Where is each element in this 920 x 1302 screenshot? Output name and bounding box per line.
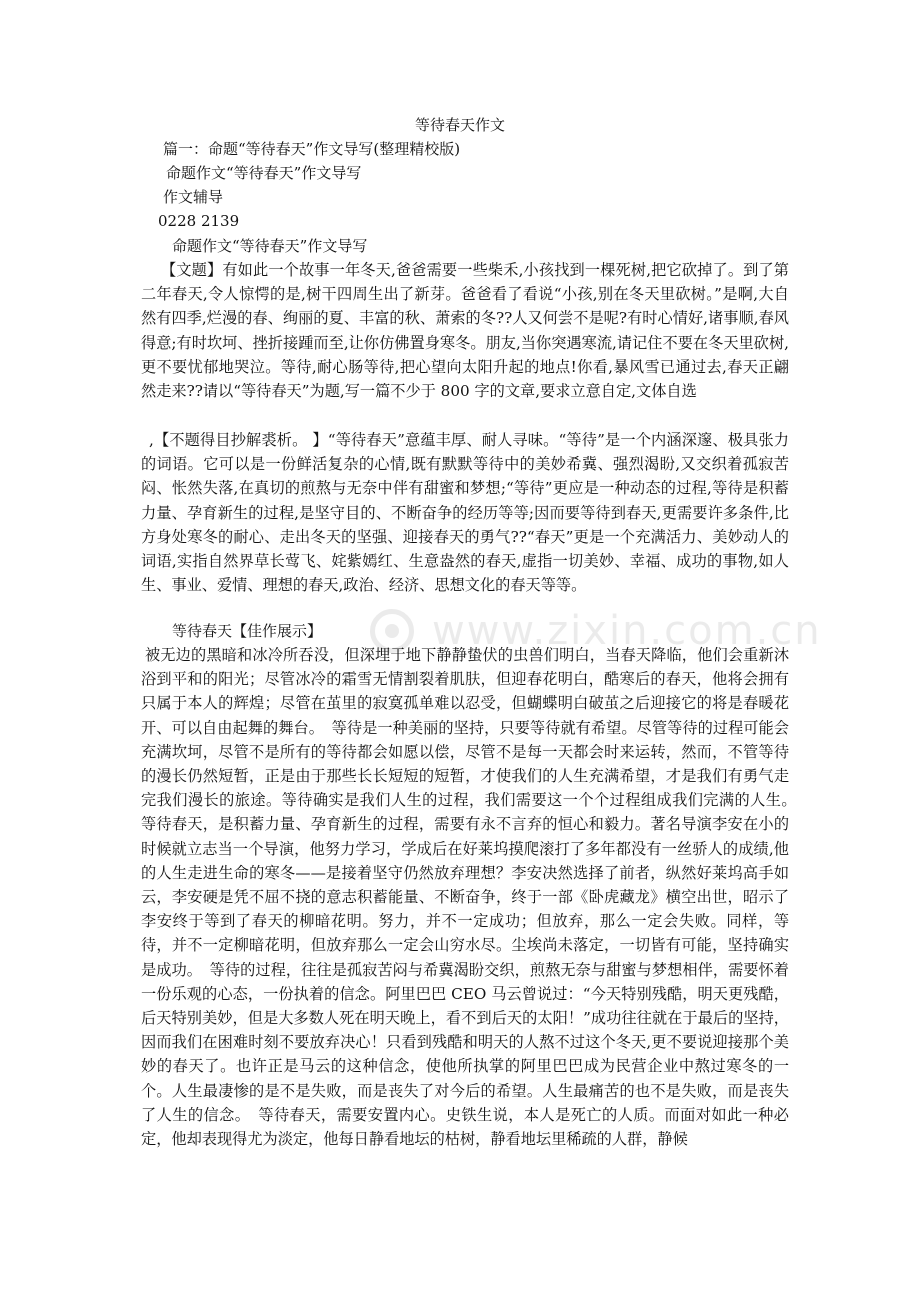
- showcase-heading: 等待春天【佳作展示】: [172, 622, 323, 640]
- paragraph-essay: 被无边的黑暗和冰冷所吞没，但深埋于地下静静蛰伏的虫兽们明白，当春天降临，他们会重新沐浴到平和的阳光；尽管冰冷的霜雪无情割裂着肌肤，但迎春花明白，酷寒后的春天，他将会拥有只属于本人的辉煌；尽管在茧里的寂寞孤单难以忍受，但蝴蝶明白破茧之后迎接它的将是春暖花开、可以自由起舞的舞台。 等待是一种美丽的坚持，只要等待就有希望。尽管等待的过程可能会充满坎坷，尽管不是所有的等待都会如愿以偿，尽管不是每一天都会时来运转，然而，不管等待的漫长仍然短暂，正是由于那些长长短短的短暂，才使我们的人生充满希望，才是我们有勇气走完我们漫长的旅途。等待确实是我们人生的过程，我们需要这一个个过程组成我们完满的人生。 等待春天，是积蓄力量、孕育新生的过程，需要有永不言弃的恒心和毅力。著名导演李安在小的时候就立志当一个导演，他努力学习，学成后在好莱坞摸爬滚打了多年都没有一丝骄人的成绩,他的人生走进生命的寒冬——是接着坚守仍然放弃理想？李安决然选择了前者，纵然好莱坞高手如云，李安硬是凭不屈不挠的意志积蓄能量、不断奋争，终于一部《卧虎藏龙》横空出世，昭示了李安终于等到了春天的柳暗花明。努力，并不一定成功；但放弃，那么一定会失败。同样，等待，并不一定柳暗花明，但放弃那么一定会山穷水尽。尘埃尚未落定，一切皆有可能，坚持确实是成功。 等待的过程，往往是孤寂苦闷与希冀渴盼交织，煎熬无奈与甜蜜与梦想相伴，需要怀着一份乐观的心态，一份执着的信念。阿里巴巴 CEO 马云曾说过：“今天特别残酷，明天更残酷，后天特别美妙，但是大多数人死在明天晚上，看不到后天的太阳！”成功往往就在于最后的坚持，因而我们在困难时刻不要放弃决心！只看到残酷和明天的人熬不过这个冬天,更不要说迎接那个美妙的春天了。也许正是马云的这种信念，使他所执掌的阿里巴巴成为民营企业中熬过寒冬的一个。人生最凄惨的是不是失败，而是丧失了对今后的希望。人生最痛苦的也不是失败，而是丧失了人生的信念。 等待春天，需要安置内心。史铁生说，本人是死亡的人质。而面对如此一种必定，他却表现得尤为淡定，他每日静看地坛的枯树，静看地坛里稀疏的人群，静候: [141, 646, 805, 1149]
- header-line-1: 篇一：命题“等待春天”作文导写(整理精校版): [163, 140, 461, 158]
- paragraph-analysis: ,【不题得目抄解裘析。 】“等待春天”意蕴丰厚、耐人寻味。“等待”是一个内涵深邃、极具张力的词语。它可以是一份鲜活复杂的心情,既有默默等待中的美妙希冀、强烈渴盼,又交织着孤寂苦闷、怅然失落,在真切的煎熬与无奈中伴有甜蜜和梦想;“等待”更应是一种动态的过程,等待是积蓄力量、孕育新生的过程,是坚守目的、不断奋争的经历等等;因而要等待到春天,更需要许多条件,比方身处寒冬的耐心、走出冬天的坚强、迎接春天的勇气??“春天”更是一个充满活力、美妙动人的词语,实指自然界草长莺飞、姹紫嫣红、生意盎然的春天,虚指一切美妙、幸福、成功的事物,如人生、事业、爱情、理想的春天,政治、经济、思想文化的春天等等。: [141, 431, 789, 595]
- document-title: 等待春天作文: [414, 116, 505, 134]
- header-line-5: 命题作文“等待春天”作文导写: [172, 237, 368, 255]
- header-line-3: 作文辅导: [163, 188, 224, 206]
- watermark-text: www.zixin.com.cn: [432, 608, 822, 654]
- header-line-2: 命题作文“等待春天”作文导写: [166, 164, 362, 182]
- header-line-4: 0228 2139: [158, 212, 240, 230]
- paragraph-prompt: 【文题】有如此一个故事一年冬天,爸爸需要一些柴禾,小孩找到一棵死树,把它砍掉了。到了第二年春天,令人惊愕的是,树干四周生出了新芽。爸爸看了看说“小孩,别在冬天里砍树。”是啊,大自然有四季,烂漫的春、绚丽的夏、丰富的秋、萧索的冬??人又何尝不是呢?有时心情好,诸事顺,春风得意;有时坎坷、挫折接踵而至,让你仿佛置身寒冬。朋友,当你突遇寒流,请记住不要在冬天里砍树,更不要忧郁地哭泣。等待,耐心肠等待,把心望向太阳升起的地点!你看,暴风雪已通过去,春天正翩然走来??请以“等待春天”为题,写一篇不少于 800 字的文章,要求立意自定,文体自选: [141, 261, 789, 401]
